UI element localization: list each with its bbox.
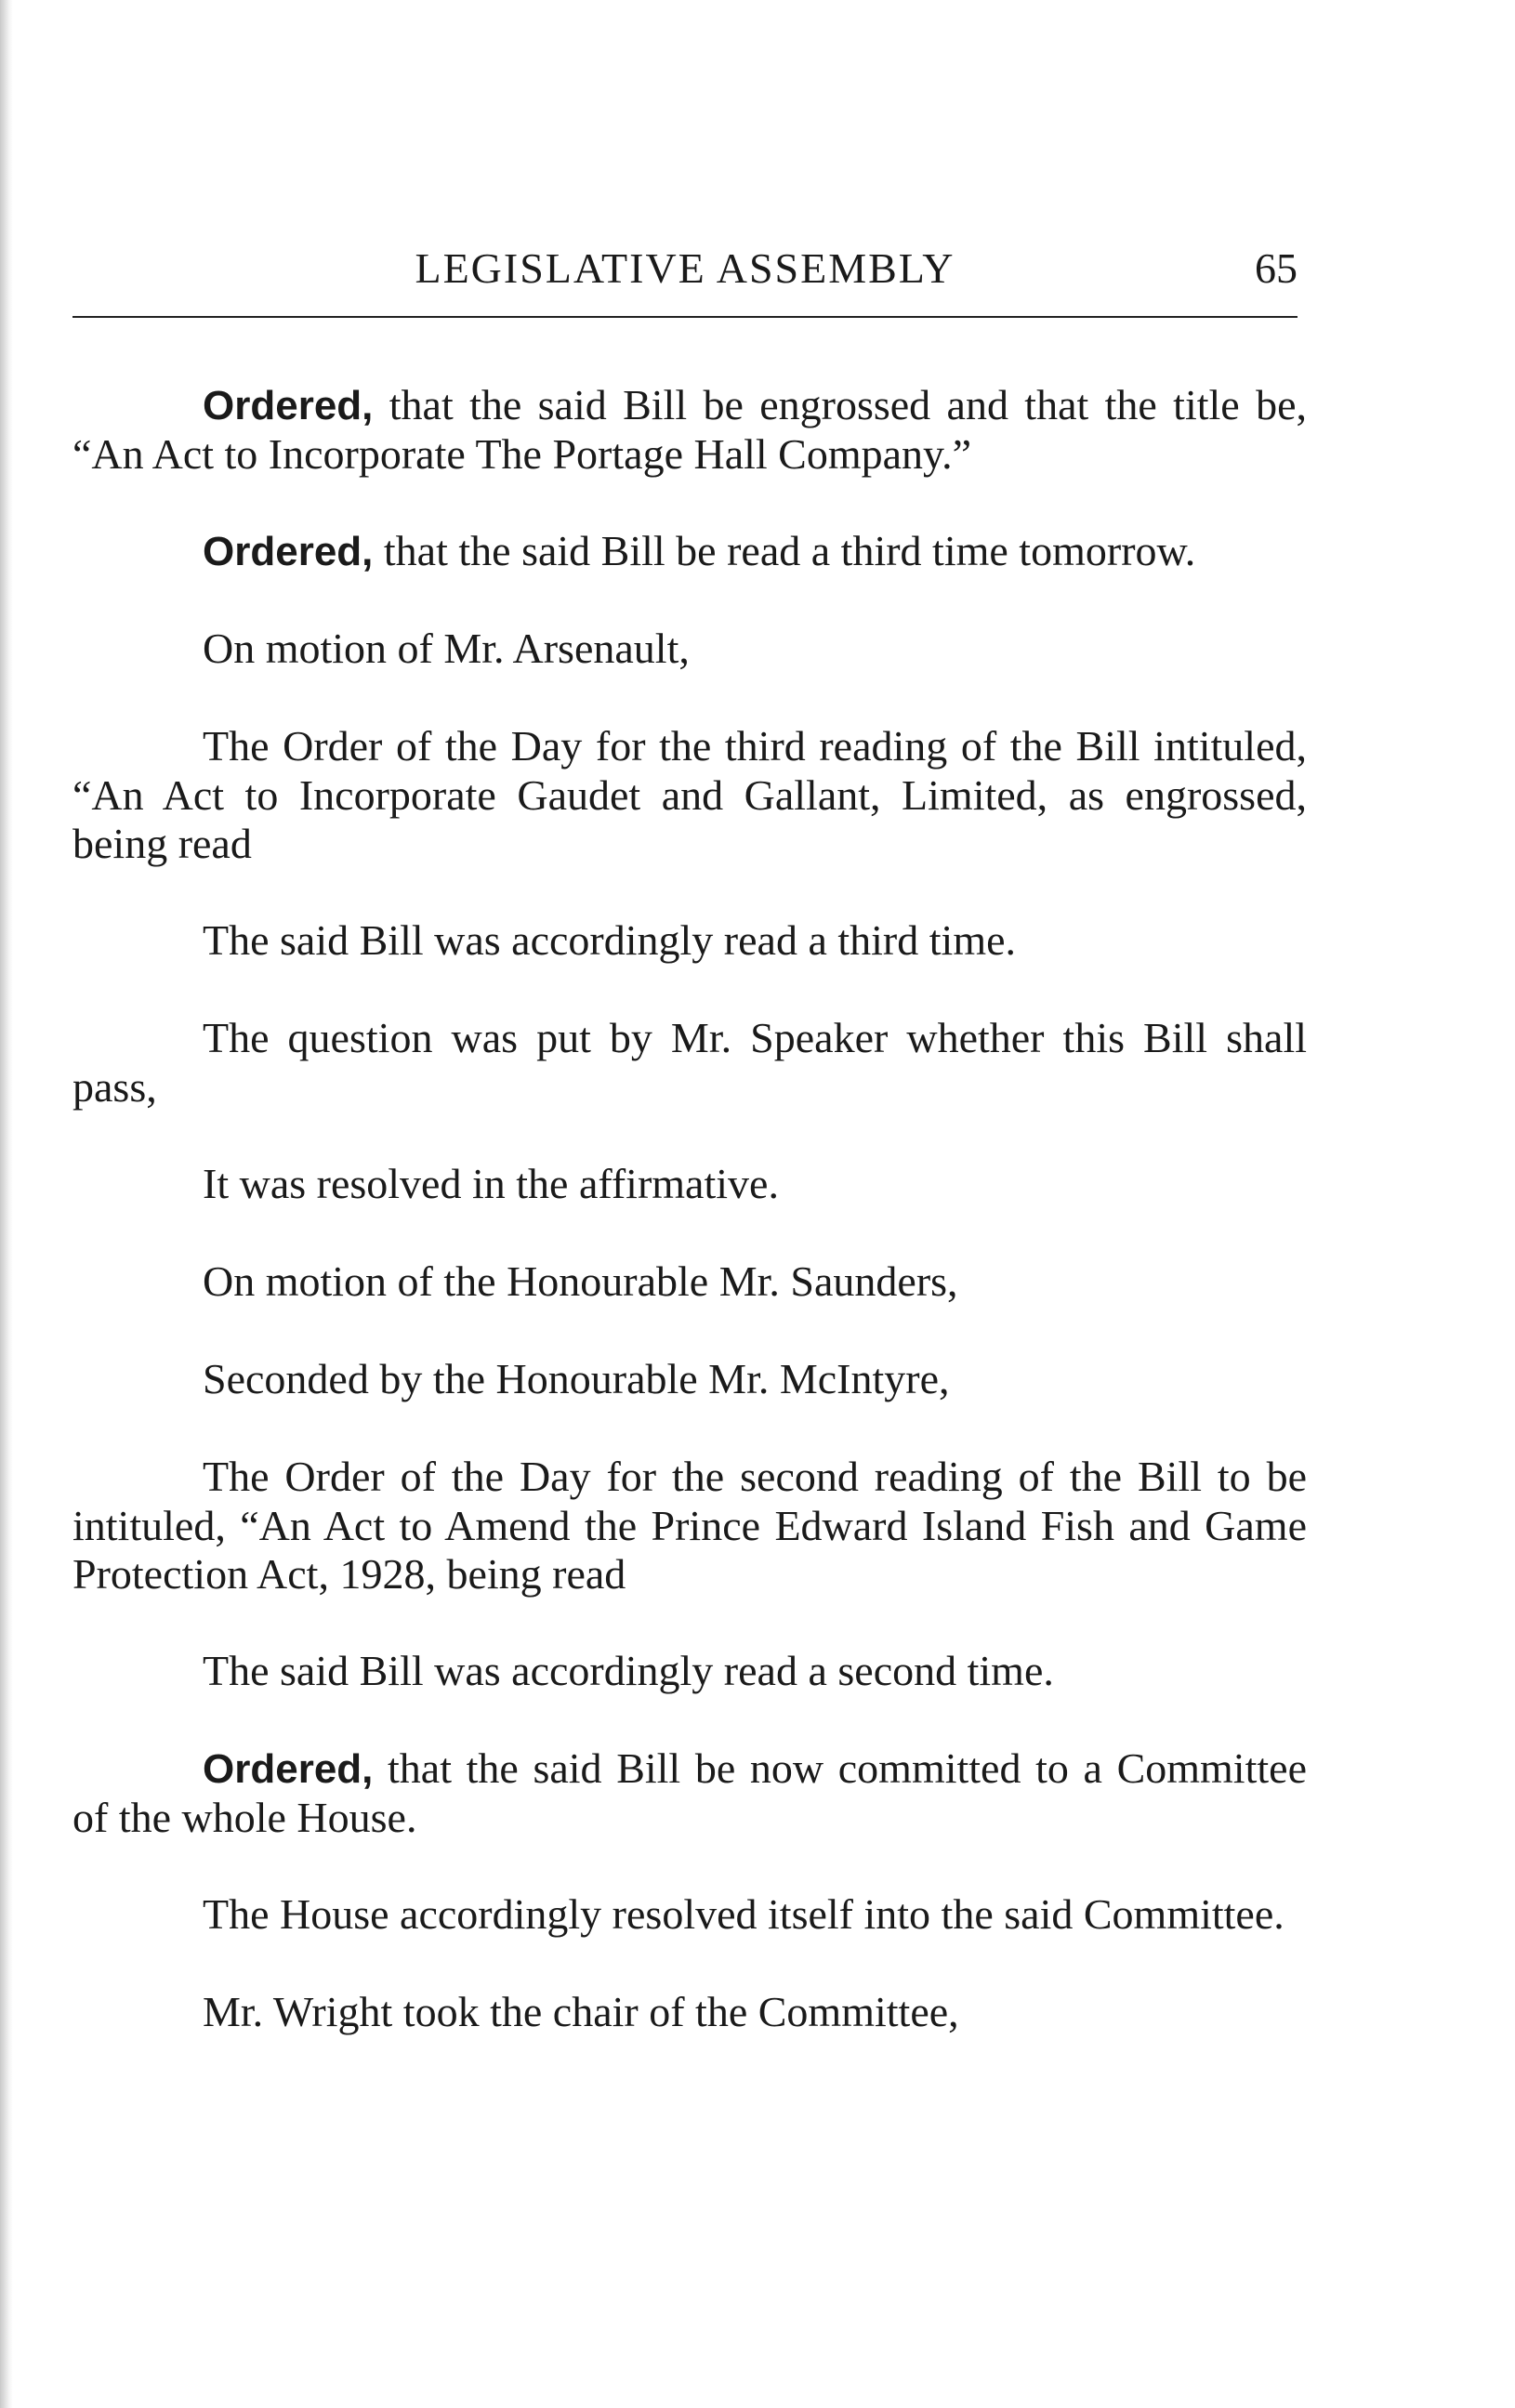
paragraph [72, 1014, 1307, 1112]
page-number: 65 [1255, 244, 1298, 292]
paragraph [72, 625, 1307, 674]
paragraph [72, 527, 1307, 576]
paragraph-lead: Ordered, [203, 383, 374, 428]
paragraph [72, 381, 1307, 479]
paragraph-text: The question was put by Mr. Speaker whether this Bill shall pass, [72, 1014, 1307, 1111]
paragraph-lead: Ordered, [203, 529, 374, 574]
paragraph-text: that the said Bill be now committed to a Committee of the whole House. [72, 1744, 1307, 1841]
paragraph-text: The Order of the Day for the second reading of the Bill to be intituled, “An Act to Amend the Prince Edward Island Fish and Game Protection Act, 1928, being read [72, 1453, 1307, 1598]
paragraph-text: The Order of the Day for the third reading of the Bill intituled, “An Act to Incorporate Gaudet and Gallant, Limited, as engrossed, being read [72, 722, 1307, 867]
paragraph-text: The said Bill was accordingly read a second time. [203, 1647, 1054, 1694]
journal-body [72, 381, 1307, 2086]
paragraph [72, 916, 1307, 966]
running-head-title: LEGISLATIVE ASSEMBLY [415, 244, 955, 292]
paragraph [72, 1988, 1307, 2037]
paragraph [72, 1453, 1307, 1599]
paragraph [72, 1355, 1307, 1404]
paragraph-lead: Ordered, [203, 1746, 374, 1792]
paragraph [72, 1647, 1307, 1696]
paragraph [72, 1160, 1307, 1209]
paragraph [72, 722, 1307, 868]
paragraph-text: Mr. Wright took the chair of the Committee, [203, 1988, 959, 2035]
paragraph-text: It was resolved in the affirmative. [203, 1160, 779, 1207]
paragraph [72, 1257, 1307, 1307]
paragraph [72, 1744, 1307, 1842]
page-edge-shadow [0, 0, 13, 2408]
paragraph-text: that the said Bill be read a third time tomorrow. [373, 527, 1196, 574]
paragraph [72, 1890, 1307, 1940]
paragraph-text: Seconded by the Honourable Mr. McIntyre, [203, 1355, 950, 1402]
paragraph-text: that the said Bill be engrossed and that the title be, “An Act to Incorporate The Portage Hall Company.” [72, 381, 1307, 478]
page-header [72, 243, 1298, 318]
paragraph-text: On motion of Mr. Arsenault, [203, 625, 690, 672]
paragraph-text: The said Bill was accordingly read a third time. [203, 916, 1017, 964]
paragraph-text: The House accordingly resolved itself into the said Committee. [203, 1890, 1284, 1938]
paragraph-text: On motion of the Honourable Mr. Saunders, [203, 1257, 958, 1305]
header-rule [72, 316, 1298, 318]
